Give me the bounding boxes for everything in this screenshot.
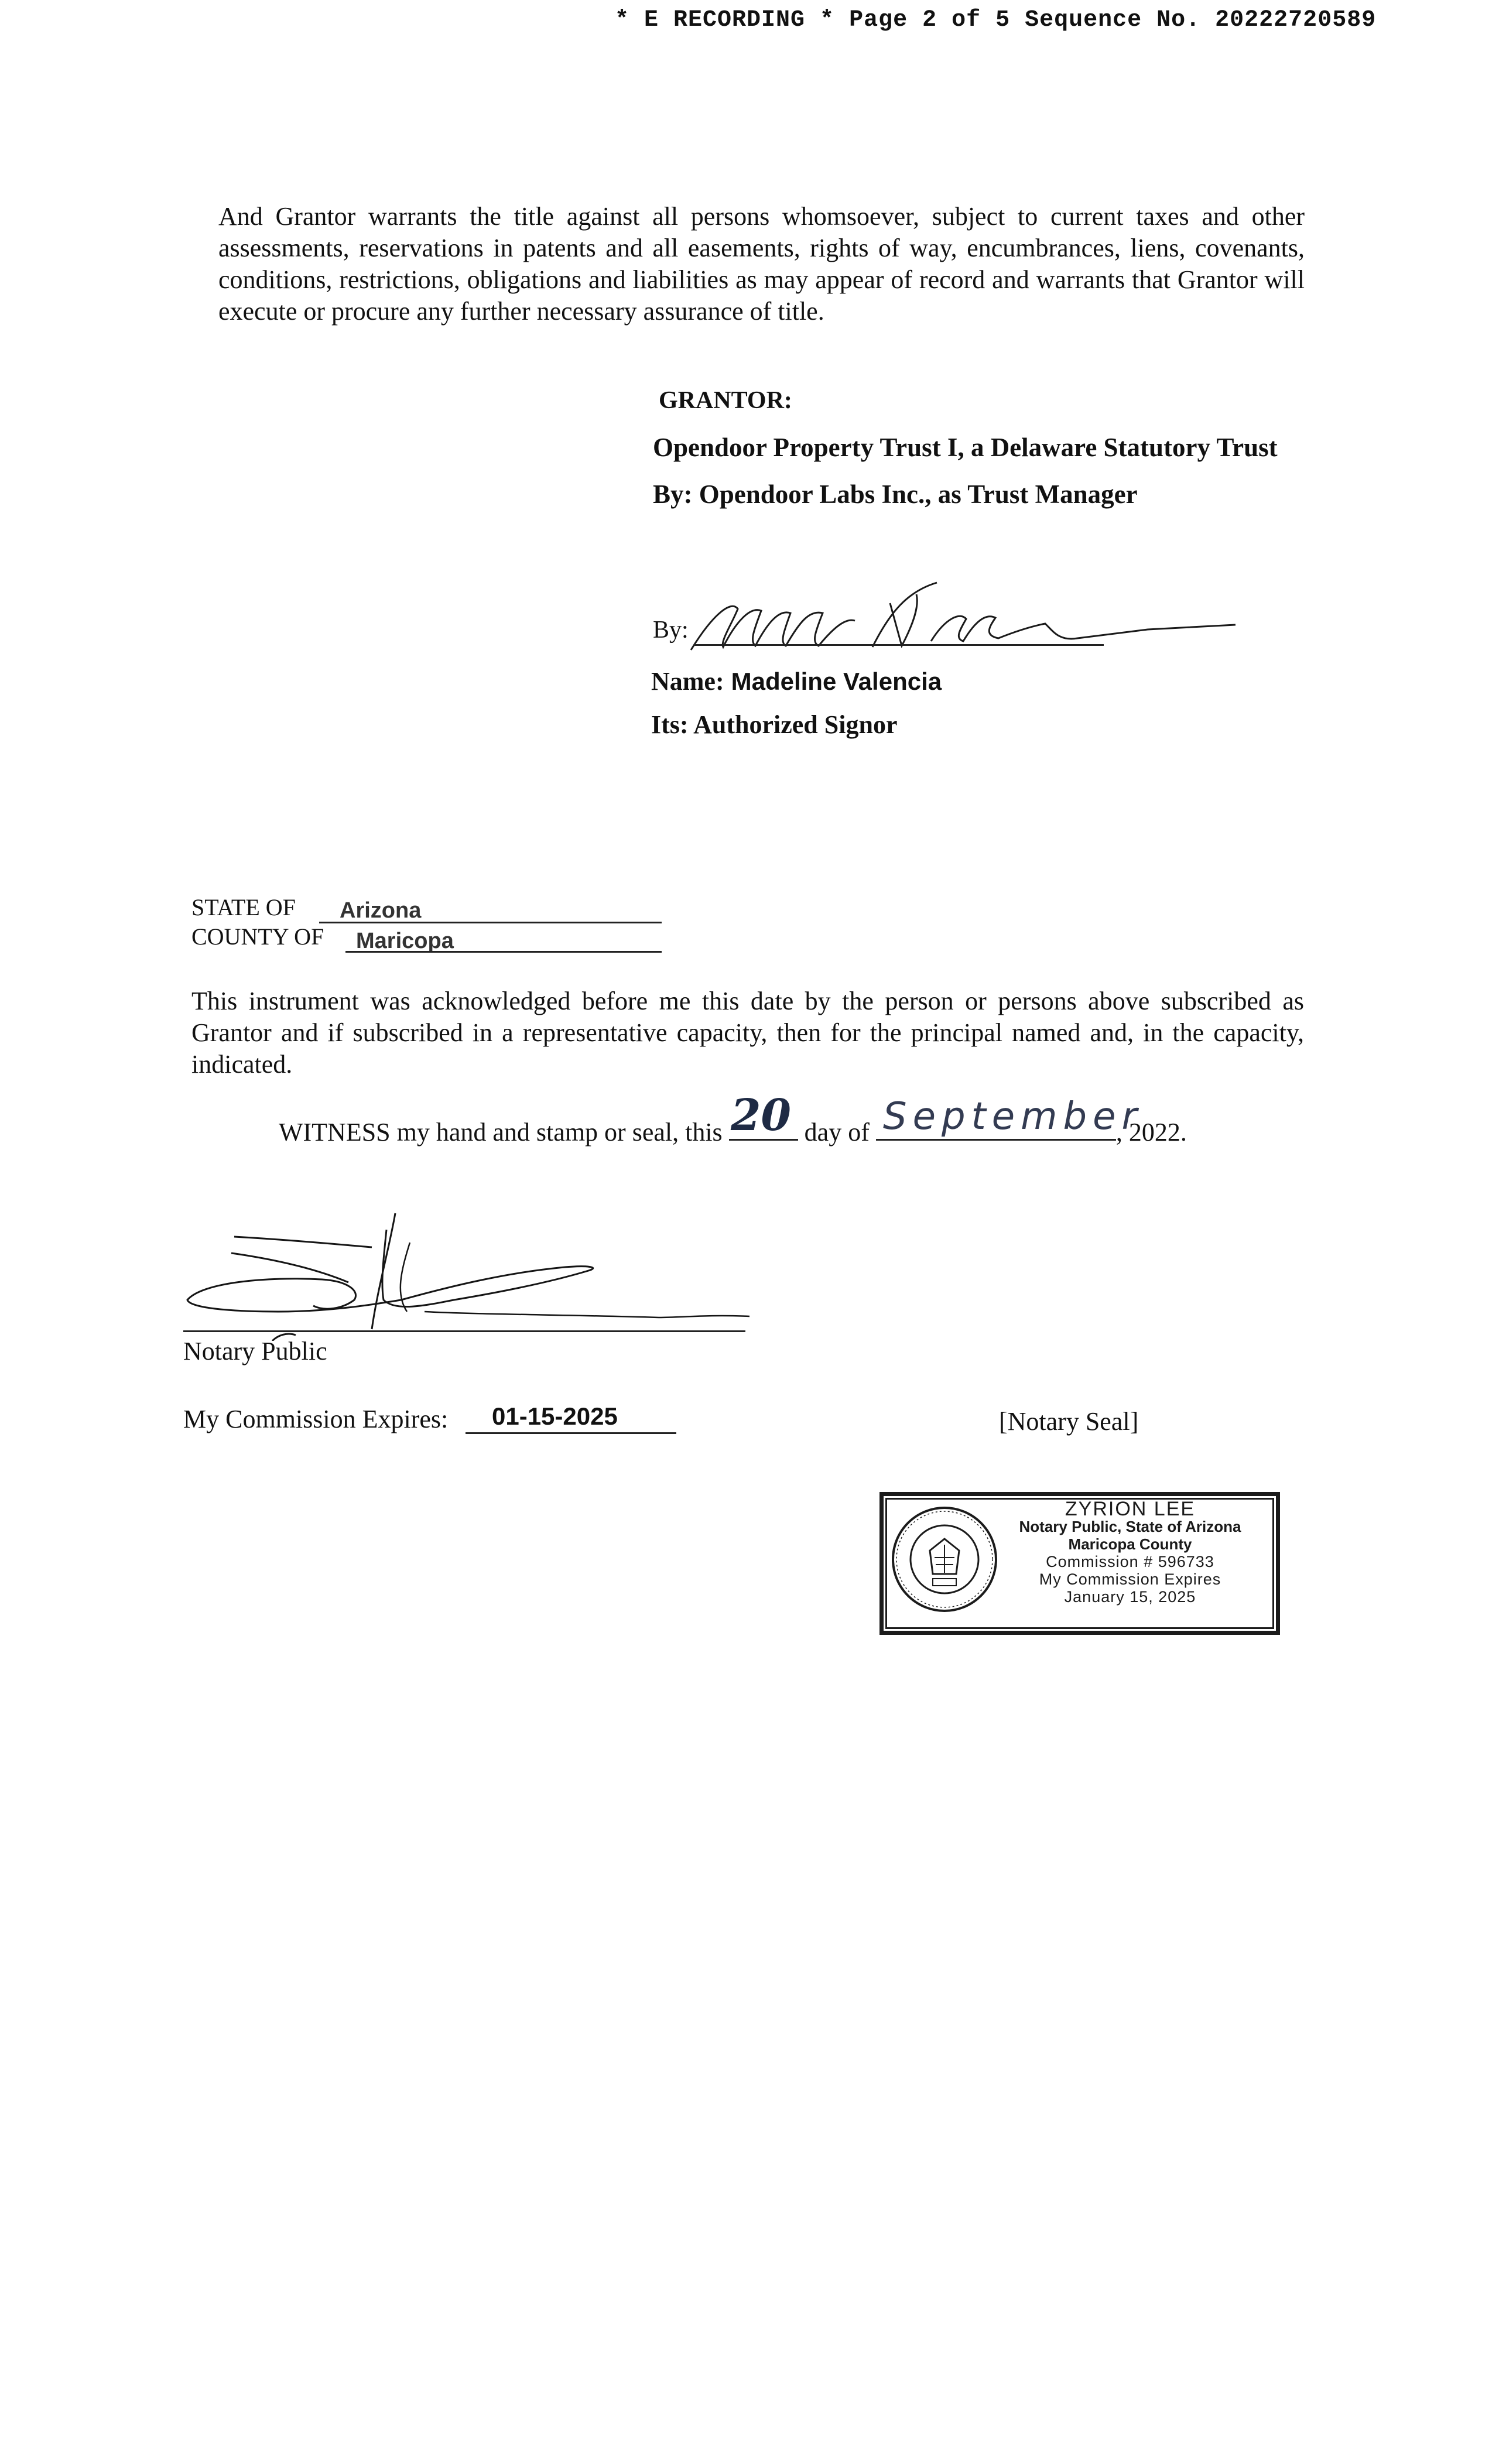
witness-prefix: WITNESS my hand and stamp or seal, this bbox=[279, 1118, 723, 1147]
state-label: STATE OF bbox=[191, 894, 296, 920]
commission-fill-line bbox=[466, 1432, 676, 1434]
commission-value: 01-15-2025 bbox=[492, 1402, 618, 1430]
signer-title: Its: Authorized Signor bbox=[651, 710, 898, 739]
handwritten-day: 20 bbox=[731, 1090, 791, 1141]
commission-row bbox=[183, 1404, 448, 1434]
signer-name: Madeline Valencia bbox=[731, 668, 942, 695]
warranty-paragraph: And Grantor warrants the title against all persons whomsoever, subject to current taxes and other assessments, reservations in patents and all easements, rights of way, encumbrances, liens, covenants, conditions, restrictions, obligations and liabilities as may appear of record and warrants that Grantor will execute or procure any further necessary assurance of title. bbox=[218, 202, 1305, 326]
stamp-title: Notary Public, State of Arizona bbox=[1019, 1518, 1241, 1535]
stamp-notary-name: ZYRION LEE bbox=[1065, 1498, 1196, 1520]
name-label: Name: bbox=[651, 667, 724, 696]
county-label: COUNTY OF bbox=[191, 923, 324, 950]
recording-header: * E RECORDING * Page 2 of 5 Sequence No. 20222720589 bbox=[615, 7, 1377, 33]
notary-signature-line bbox=[183, 1330, 745, 1332]
stamp-text bbox=[990, 1500, 1271, 1606]
commission-label: My Commission Expires: bbox=[183, 1405, 449, 1433]
signature-by-label: By: bbox=[653, 617, 689, 644]
state-row bbox=[191, 894, 296, 921]
notary-seal-label: [Notary Seal] bbox=[999, 1407, 1139, 1436]
day-of-label: day of bbox=[804, 1118, 870, 1147]
grantor-label: GRANTOR: bbox=[659, 387, 792, 414]
signer-name-row bbox=[651, 666, 942, 696]
trust-manager-line: By: Opendoor Labs Inc., as Trust Manager bbox=[653, 480, 1138, 509]
stamp-expires-label: My Commission Expires bbox=[1039, 1570, 1221, 1588]
notary-public-label: Notary Public bbox=[183, 1337, 327, 1366]
state-value: Arizona bbox=[340, 898, 422, 923]
handwritten-month: September bbox=[883, 1095, 1143, 1138]
commission-value-wrap bbox=[492, 1401, 618, 1431]
signature-line bbox=[694, 644, 1104, 646]
notary-signature bbox=[179, 1212, 764, 1341]
state-seal-emblem bbox=[889, 1504, 1000, 1615]
county-value-wrap bbox=[356, 926, 454, 954]
grantor-entity: Opendoor Property Trust I, a Delaware Statutory Trust bbox=[653, 433, 1278, 462]
county-fill-line bbox=[345, 951, 662, 953]
acknowledgment-paragraph: This instrument was acknowledged before me this date by the person or persons above subscribed as Grantor and if subscribed in a representative capacity, then for the principal named and, in the capacity, indicated. bbox=[191, 987, 1304, 1079]
county-value: Maricopa bbox=[356, 929, 454, 953]
county-row bbox=[191, 923, 324, 950]
state-fill-line bbox=[319, 922, 662, 923]
stamp-expires-date: January 15, 2025 bbox=[1064, 1588, 1196, 1606]
state-value-wrap bbox=[340, 896, 421, 923]
grantor-signature bbox=[679, 577, 1241, 659]
stamp-commission-number: Commission # 596733 bbox=[1046, 1553, 1214, 1570]
year-text: , 2022. bbox=[1115, 1118, 1187, 1147]
stamp-county: Maricopa County bbox=[1068, 1535, 1192, 1553]
